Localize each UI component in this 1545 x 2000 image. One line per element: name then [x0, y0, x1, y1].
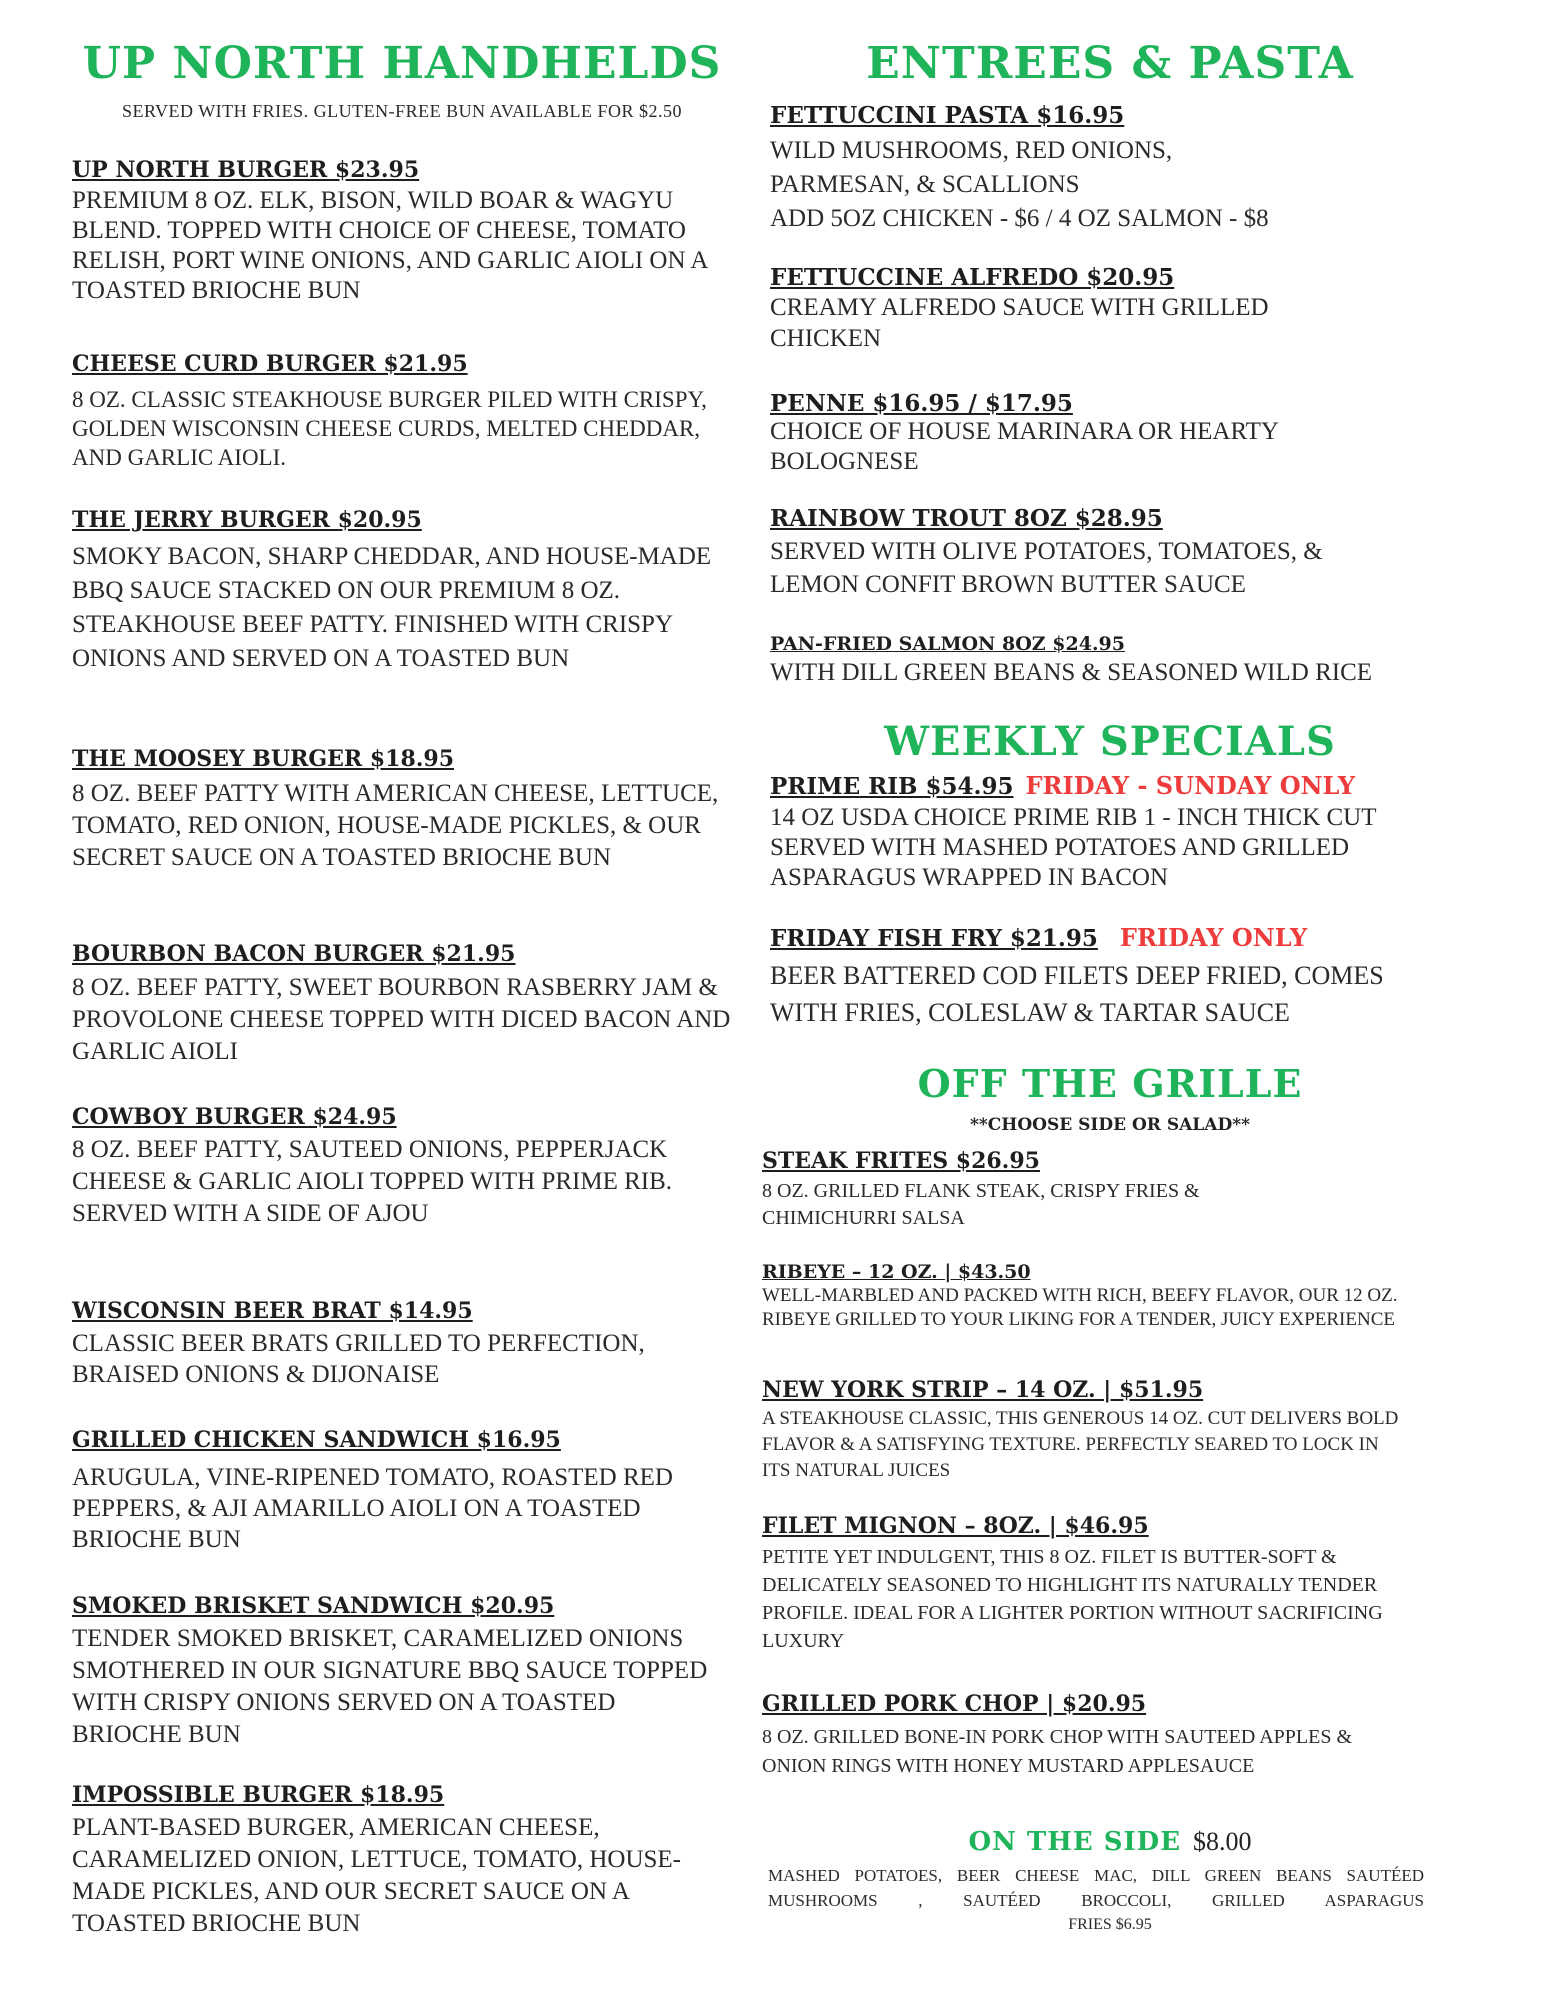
- item-desc: PETITE YET INDULGENT, THIS 8 OZ. FILET IS BUTTER-SOFT & DELICATELY SEASONED TO HIGHLIGHT ITS NATURALLY TENDER PROFILE. IDEAL FOR A LIGHTER PORTION WITHOUT SACRIFICING LUXURY: [762, 1546, 1383, 1652]
- item-desc: A STEAKHOUSE CLASSIC, THIS GENEROUS 14 OZ. CUT DELIVERS BOLD FLAVOR & A SATISFYING TEXTURE. PERFECTLY SEARED TO LOCK IN ITS NATURAL JUICES: [762, 1408, 1399, 1481]
- item-desc: WILD MUSHROOMS, RED ONIONS, PARMESAN, & SCALLIONS: [770, 137, 1173, 198]
- item-title: CHEESE CURD BURGER $21.95: [72, 351, 468, 377]
- item-title: WISCONSIN BEER BRAT $14.95: [72, 1298, 473, 1324]
- item-extra: ADD 5OZ CHICKEN - $6 / 4 OZ SALMON - $8: [770, 205, 1269, 232]
- grille-title: OFF THE GRILLE: [917, 1061, 1303, 1106]
- item-title: GRILLED PORK CHOP | $20.95: [762, 1691, 1147, 1717]
- item-title: PENNE $16.95 / $17.95: [770, 390, 1073, 417]
- item-desc: CREAMY ALFREDO SAUCE WITH GRILLED CHICKEN: [770, 294, 1269, 352]
- item-desc: 8 OZ. BEEF PATTY, SWEET BOURBON RASBERRY JAM & PROVOLONE CHEESE TOPPED WITH DICED BACON AND GARLIC AIOLI: [72, 974, 731, 1065]
- item-title: RAINBOW TROUT 8OZ $28.95: [770, 505, 1163, 532]
- item-title: UP NORTH BURGER $23.95: [72, 157, 420, 183]
- grille-note: **CHOOSE SIDE OR SALAD**: [970, 1115, 1250, 1135]
- item-desc: PREMIUM 8 OZ. ELK, BISON, WILD BOAR & WAGYU BLEND. TOPPED WITH CHOICE OF CHEESE, TOMATO RELISH, PORT WINE ONIONS, AND GARLIC AIOLI ON A TOASTED BRIOCHE BUN: [72, 187, 708, 304]
- handhelds-note: SERVED WITH FRIES. GLUTEN-FREE BUN AVAILABLE FOR $2.50: [121, 101, 683, 121]
- sides-title: ON THE SIDE: [968, 1827, 1182, 1857]
- sides-fries: FRIES $6.95: [1068, 1916, 1152, 1933]
- item-desc: CHOICE OF HOUSE MARINARA OR HEARTY BOLOGNESE: [770, 418, 1279, 475]
- item-desc: PLANT-BASED BURGER, AMERICAN CHEESE, CARAMELIZED ONION, LETTUCE, TOMATO, HOUSE-MADE PICKLES, AND OUR SECRET SAUCE ON A TOASTED BRIOCHE BUN: [72, 1814, 681, 1937]
- item-title: NEW YORK STRIP – 14 OZ. | $51.95: [762, 1377, 1204, 1403]
- sides-heading: [760, 1824, 1460, 1860]
- item-desc: WELL-MARBLED AND PACKED WITH RICH, BEEFY FLAVOR, OUR 12 OZ. RIBEYE GRILLED TO YOUR LIKING FOR A TENDER, JUICY EXPERIENCE: [762, 1285, 1398, 1330]
- item-desc: BEER BATTERED COD FILETS DEEP FRIED, COMES WITH FRIES, COLESLAW & TARTAR SAUCE: [770, 961, 1384, 1027]
- item-title: FILET MIGNON – 8OZ. | $46.95: [762, 1513, 1149, 1539]
- item-desc: 8 OZ. GRILLED FLANK STEAK, CRISPY FRIES & CHIMICHURRI SALSA: [762, 1180, 1200, 1229]
- item-desc: SERVED WITH OLIVE POTATOES, TOMATOES, & LEMON CONFIT BROWN BUTTER SAUCE: [770, 538, 1323, 598]
- sides-list: MASHED POTATOES, BEER CHEESE MAC, DILL GREEN BEANS SAUTÉED MUSHROOMS , SAUTÉED BROCCOLI, GRILLED ASPARAGUS: [768, 1866, 1424, 1910]
- item-desc: TENDER SMOKED BRISKET, CARAMELIZED ONIONS SMOTHERED IN OUR SIGNATURE BBQ SAUCE TOPPED WITH CRISPY ONIONS SERVED ON A TOASTED BRIOCHE BUN: [72, 1625, 708, 1748]
- special-heading: [770, 923, 1307, 954]
- item-desc: CLASSIC BEER BRATS GRILLED TO PERFECTION, BRAISED ONIONS & DIJONAISE: [72, 1330, 645, 1388]
- handhelds-title: UP NORTH HANDHELDS: [82, 38, 722, 89]
- item-title: IMPOSSIBLE BURGER $18.95: [72, 1782, 445, 1808]
- item-title: GRILLED CHICKEN SANDWICH $16.95: [72, 1427, 561, 1453]
- special-tag: FRIDAY ONLY: [1119, 923, 1308, 952]
- special-tag: FRIDAY - SUNDAY ONLY: [1025, 771, 1356, 800]
- item-title: PRIME RIB $54.95: [770, 773, 1014, 800]
- item-desc: ARUGULA, VINE-RIPENED TOMATO, ROASTED RED PEPPERS, & AJI AMARILLO AIOLI ON A TOASTED BRIOCHE BUN: [72, 1464, 673, 1553]
- item-title: THE JERRY BURGER $20.95: [72, 507, 422, 533]
- item-title: THE MOOSEY BURGER $18.95: [72, 746, 455, 772]
- item-desc: 8 OZ. BEEF PATTY, SAUTEED ONIONS, PEPPERJACK CHEESE & GARLIC AIOLI TOPPED WITH PRIME RIB. SERVED WITH A SIDE OF AJOU: [72, 1136, 673, 1227]
- item-desc: WITH DILL GREEN BEANS & SEASONED WILD RICE: [770, 659, 1373, 686]
- item-title: COWBOY BURGER $24.95: [72, 1104, 397, 1130]
- sides-price: $8.00: [1193, 1827, 1252, 1856]
- item-desc: 8 OZ. CLASSIC STEAKHOUSE BURGER PILED WITH CRISPY, GOLDEN WISCONSIN CHEESE CURDS, MELTED CHEDDAR, AND GARLIC AIOLI.: [72, 387, 707, 470]
- entrees-title: ENTREES & PASTA: [866, 38, 1354, 89]
- item-title: FETTUCCINE ALFREDO $20.95: [770, 264, 1175, 291]
- item-desc: 8 OZ. GRILLED BONE-IN PORK CHOP WITH SAUTEED APPLES & ONION RINGS WITH HONEY MUSTARD APPLESAUCE: [762, 1726, 1352, 1777]
- item-title: FETTUCCINI PASTA $16.95: [770, 102, 1125, 129]
- item-desc: 8 OZ. BEEF PATTY WITH AMERICAN CHEESE, LETTUCE, TOMATO, RED ONION, HOUSE-MADE PICKLES, & OUR SECRET SAUCE ON A TOASTED BRIOCHE BUN: [72, 780, 719, 871]
- special-heading: [770, 771, 1355, 802]
- item-title: SMOKED BRISKET SANDWICH $20.95: [72, 1593, 555, 1619]
- item-desc: SMOKY BACON, SHARP CHEDDAR, AND HOUSE-MADE BBQ SAUCE STACKED ON OUR PREMIUM 8 OZ. STEAKHOUSE BEEF PATTY. FINISHED WITH CRISPY ONIONS AND SERVED ON A TOASTED BUN: [72, 543, 712, 672]
- item-title: FRIDAY FISH FRY $21.95: [770, 925, 1098, 952]
- item-desc: 14 OZ USDA CHOICE PRIME RIB 1 - INCH THICK CUT SERVED WITH MASHED POTATOES AND GRILLED ASPARAGUS WRAPPED IN BACON: [770, 804, 1377, 891]
- specials-title: WEEKLY SPECIALS: [884, 718, 1336, 765]
- item-title: RIBEYE – 12 OZ. | $43.50: [762, 1261, 1031, 1283]
- item-title: PAN-FRIED SALMON 8OZ $24.95: [770, 633, 1125, 655]
- item-title: STEAK FRITES $26.95: [762, 1148, 1040, 1174]
- item-title: BOURBON BACON BURGER $21.95: [72, 941, 516, 967]
